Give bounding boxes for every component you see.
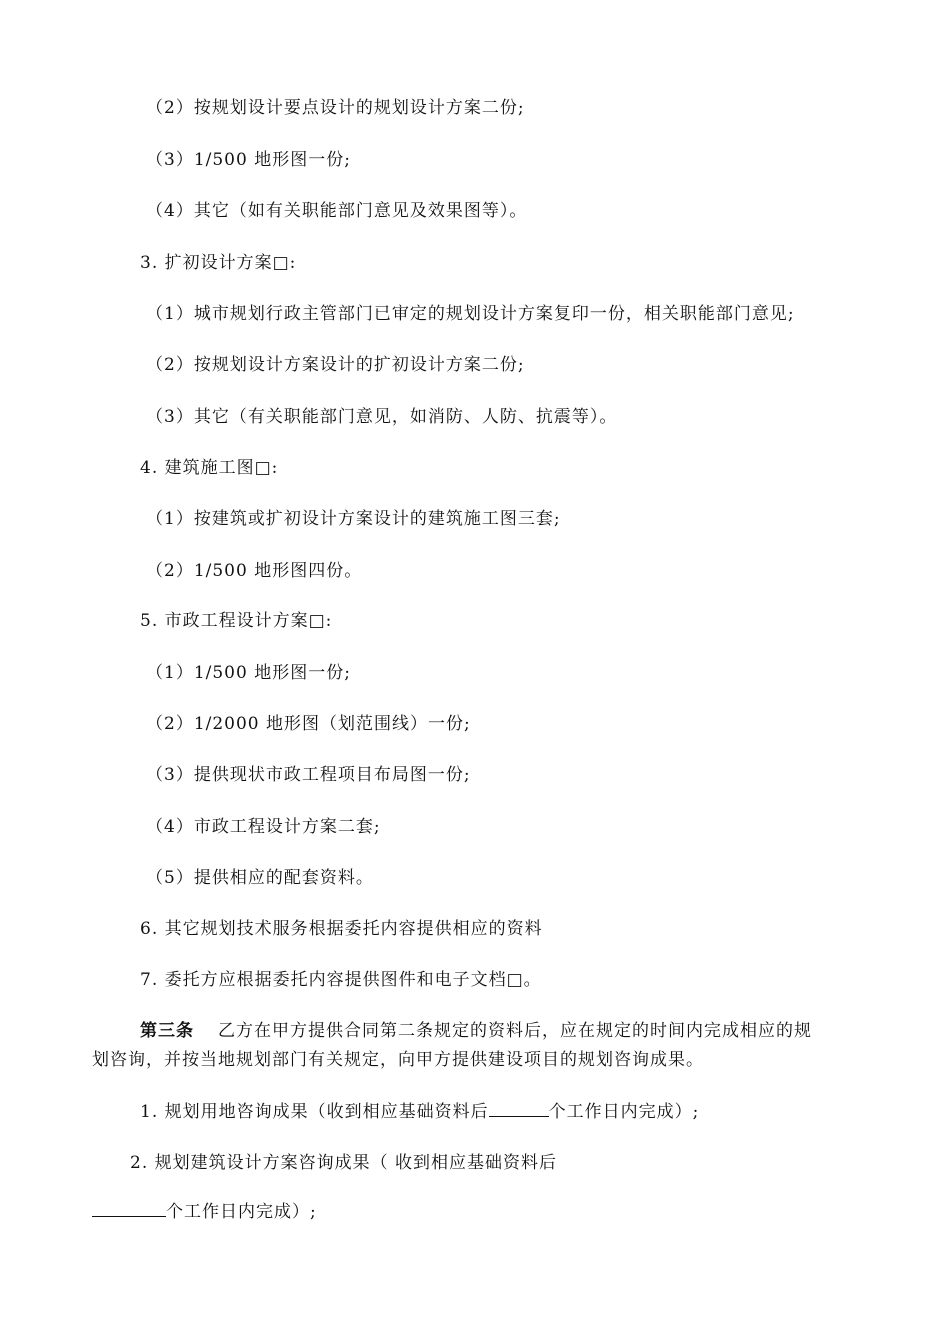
list-item: （2）1/500 地形图四份。	[146, 561, 363, 581]
list-item: （1）1/500 地形图一份;	[146, 663, 351, 683]
item-text: 个工作日内完成）;	[548, 1102, 700, 1122]
list-item: （5）提供相应的配套资料。	[146, 868, 374, 888]
consulting-item-1	[140, 1100, 699, 1124]
fill-blank[interactable]	[92, 1200, 166, 1217]
list-item: （1）按建筑或扩初设计方案设计的建筑施工图三套;	[146, 509, 561, 529]
article-3-second-line: 划咨询，并按当地规划部门有关规定，向甲方提供建设项目的规划咨询成果。	[92, 1050, 704, 1070]
list-item: （2）按规划设计方案设计的扩初设计方案二份;	[146, 355, 525, 375]
list-item: （3）1/500 地形图一份;	[146, 150, 351, 170]
list-item: （2）按规划设计要点设计的规划设计方案二份;	[146, 98, 525, 118]
list-item: （3）提供现状市政工程项目布局图一份;	[146, 765, 471, 785]
section-heading: 3. 扩初设计方案□:	[140, 253, 297, 273]
section-heading: 7. 委托方应根据委托内容提供图件和电子文档□。	[140, 970, 542, 990]
list-item: （4）市政工程设计方案二套;	[146, 817, 381, 837]
consulting-item-2: 2. 规划建筑设计方案咨询成果（ 收到相应基础资料后	[130, 1153, 558, 1173]
list-item: （2）1/2000 地形图（划范围线）一份;	[146, 714, 471, 734]
list-item: （3）其它（有关职能部门意见，如消防、人防、抗震等）。	[146, 407, 618, 427]
list-item: （1）城市规划行政主管部门已审定的规划设计方案复印一份，相关职能部门意见;	[146, 304, 795, 324]
article-3-first-line	[140, 1019, 812, 1043]
section-heading: 6. 其它规划技术服务根据委托内容提供相应的资料	[140, 919, 543, 939]
article-3-text: 乙方在甲方提供合同第二条规定的资料后，应在规定的时间内完成相应的规	[218, 1021, 812, 1041]
article-3-heading: 第三条	[140, 1021, 194, 1041]
item-text: 1. 规划用地咨询成果（收到相应基础资料后	[140, 1102, 489, 1122]
section-heading: 4. 建筑施工图□:	[140, 458, 279, 478]
fill-blank[interactable]	[489, 1100, 549, 1117]
list-item: （4）其它（如有关职能部门意见及效果图等）。	[146, 201, 528, 221]
section-heading: 5. 市政工程设计方案□:	[140, 611, 333, 631]
item-text: 个工作日内完成）;	[166, 1202, 317, 1222]
consulting-item-2-continued	[92, 1200, 317, 1224]
